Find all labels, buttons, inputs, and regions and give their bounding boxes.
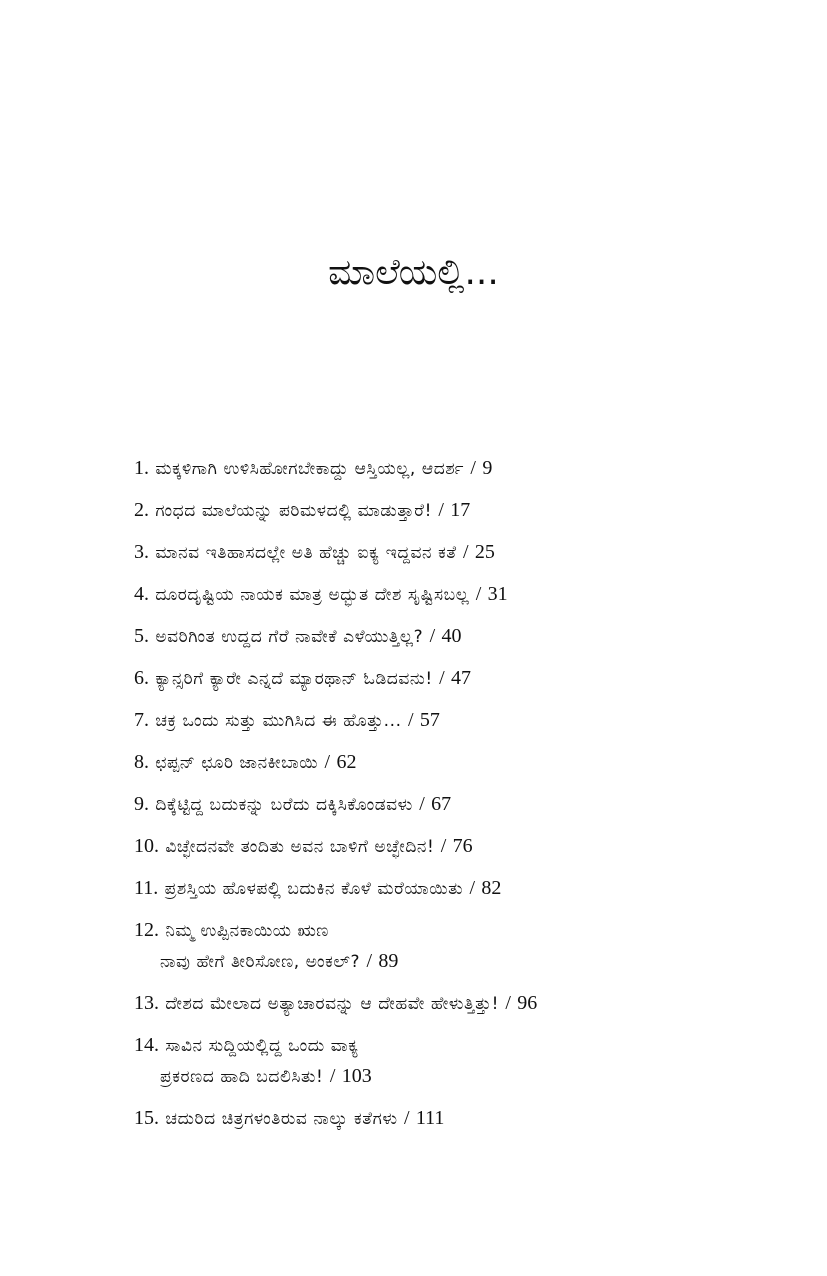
toc-entry-page-number: 89	[378, 950, 399, 972]
toc-entry	[134, 1102, 794, 1133]
toc-entry-page-number: 25	[474, 541, 495, 563]
toc-entry-line	[134, 987, 794, 1018]
toc-entry	[134, 494, 794, 525]
toc-entry-number: 12.	[134, 919, 159, 941]
page-separator: /	[469, 877, 476, 899]
toc-entry-title: ದೇಶದ ಮೇಲಾದ ಅತ್ಯಾಚಾರವನ್ನು ಆ ದೇಹವೇ ಹೇಳುತ್ತಿತ್ತು!	[165, 994, 499, 1014]
toc-entry-page-number: 57	[419, 709, 440, 731]
toc-entry-title: ಅವರಿಗಿಂತ ಉದ್ದದ ಗೆರೆ ನಾವೇಕೆ ಎಳೆಯುತ್ತಿಲ್ಲ?	[155, 627, 424, 647]
toc-entry	[134, 914, 794, 976]
toc-entry	[134, 788, 794, 819]
toc-entry-line	[134, 788, 794, 819]
toc-entry-number: 3.	[134, 541, 149, 563]
toc-entry	[134, 620, 794, 651]
toc-entry-title: ಮಾನವ ಇತಿಹಾಸದಲ್ಲೇ ಅತಿ ಹೆಚ್ಚು ಐಕ್ಯ ಇದ್ದವನ ಕತೆ	[155, 543, 457, 563]
toc-entry-line	[134, 536, 794, 567]
page-separator: /	[440, 835, 447, 857]
toc-entry-number: 5.	[134, 625, 149, 647]
toc-entry-number: 2.	[134, 499, 149, 521]
page-separator: /	[475, 583, 482, 605]
toc-entry-title: ಪ್ರಶಸ್ತಿಯ ಹೊಳಪಲ್ಲಿ ಬದುಕಿನ ಕೊಳೆ ಮರೆಯಾಯಿತು	[164, 879, 464, 899]
toc-entry-title: ನಾವು ಹೇಗೆ ತೀರಿಸೋಣ, ಅಂಕಲ್?	[160, 952, 361, 972]
toc-entry-title: ದೂರದೃಷ್ಟಿಯ ನಾಯಕ ಮಾತ್ರ ಅದ್ಭುತ ದೇಶ ಸೃಷ್ಟಿಸಬಲ್ಲ	[155, 585, 470, 605]
toc-entry	[134, 872, 794, 903]
toc-entry	[134, 704, 794, 735]
page-separator: /	[366, 950, 372, 972]
page-separator: /	[429, 625, 436, 647]
toc-entry-line	[134, 830, 794, 861]
toc-entry-line	[134, 704, 794, 735]
toc-entry-title: ಚದುರಿದ ಚಿತ್ರಗಳಂತಿರುವ ನಾಲ್ಕು ಕತೆಗಳು	[165, 1109, 398, 1129]
toc-entry-page-number: 76	[452, 835, 473, 857]
toc-entry-number: 6.	[134, 667, 149, 689]
toc-entry-title: ಮಕ್ಕಳಿಗಾಗಿ ಉಳಿಸಿಹೋಗಬೇಕಾದ್ದು ಆಸ್ತಿಯಲ್ಲ, ಆದರ್ಶ	[155, 459, 465, 479]
toc-entry-title: ಸಾವಿನ ಸುದ್ದಿಯಲ್ಲಿದ್ದ ಒಂದು ವಾಕ್ಯ	[165, 1036, 359, 1056]
toc-entry-line	[134, 494, 794, 525]
toc-entry	[134, 987, 794, 1018]
toc-entry	[134, 1029, 794, 1091]
toc-entry-line	[134, 872, 794, 903]
toc-entry-page-number: 111	[415, 1107, 445, 1129]
page-title: ಮಾಲೆಯಲ್ಲಿ...	[328, 252, 499, 293]
toc-entry	[134, 662, 794, 693]
toc-entry-number: 1.	[134, 457, 149, 479]
toc-entry-number: 13.	[134, 992, 159, 1014]
page-separator: /	[419, 793, 425, 815]
toc-entry-continuation	[134, 1060, 794, 1091]
toc-entry-page-number: 9	[482, 457, 493, 479]
toc-entry-page-number: 17	[450, 499, 471, 521]
toc-entry-line	[134, 1029, 794, 1060]
toc-entry-line	[134, 578, 794, 609]
toc-entry-page-number: 103	[341, 1065, 372, 1087]
toc-entry-line	[134, 620, 794, 651]
toc-entry	[134, 830, 794, 861]
toc-entry-title: ಕ್ಯಾನ್ಸರಿಗೆ ಕ್ಯಾರೇ ಎನ್ನದೆ ಮ್ಯಾರಥಾನ್ ಓಡಿದವನು!	[155, 669, 433, 689]
page-separator: /	[403, 1107, 410, 1129]
toc-entry-title: ಛಪ್ಪನ್ ಛೂರಿ ಜಾನಕೀಬಾಯಿ	[155, 753, 319, 773]
toc-entry-title: ದಿಕ್ಕೆಟ್ಟಿದ್ದ ಬದುಕನ್ನು ಬರೆದು ದಕ್ಕಿಸಿಕೊಂಡವಳು	[155, 795, 413, 815]
toc-entry-line	[134, 662, 794, 693]
toc-entry-number: 14.	[134, 1034, 159, 1056]
toc-entry-number: 7.	[134, 709, 149, 731]
toc-entry-line	[134, 746, 794, 777]
toc-entry-number: 11.	[134, 877, 159, 899]
table-of-contents	[134, 452, 794, 1144]
toc-entry-title: ನಿಮ್ಮ ಉಪ್ಪಿನಕಾಯಿಯ ಋಣ	[165, 921, 329, 941]
toc-entry-page-number: 82	[481, 877, 502, 899]
toc-entry-number: 10.	[134, 835, 159, 857]
toc-entry-page-number: 67	[431, 793, 452, 815]
toc-entry-title: ವಿಚ್ಛೇದನವೇ ತಂದಿತು ಅವನ ಬಾಳಿಗೆ ಅಚ್ಛೇದಿನ!	[165, 837, 435, 857]
page-separator: /	[439, 667, 445, 689]
toc-entry-title: ಪ್ರಕರಣದ ಹಾದಿ ಬದಲಿಸಿತು!	[160, 1067, 324, 1087]
page-separator: /	[324, 751, 331, 773]
toc-entry-page-number: 47	[451, 667, 472, 689]
toc-entry-number: 15.	[134, 1107, 159, 1129]
page-separator: /	[470, 457, 476, 479]
toc-entry	[134, 578, 794, 609]
toc-entry-number: 9.	[134, 793, 149, 815]
page-separator: /	[438, 499, 444, 521]
toc-entry-page-number: 40	[441, 625, 462, 647]
page-separator: /	[407, 709, 414, 731]
toc-entry	[134, 452, 794, 483]
toc-entry-number: 8.	[134, 751, 149, 773]
toc-entry	[134, 536, 794, 567]
page-separator: /	[463, 541, 469, 563]
toc-entry-title: ಚಕ್ರ ಒಂದು ಸುತ್ತು ಮುಗಿಸಿದ ಈ ಹೊತ್ತು...	[155, 711, 402, 731]
page-separator: /	[505, 992, 511, 1014]
toc-entry-page-number: 62	[336, 751, 357, 773]
toc-entry-line	[134, 914, 794, 945]
toc-entry-line	[134, 1102, 794, 1133]
toc-entry-number: 4.	[134, 583, 149, 605]
toc-entry-page-number: 96	[517, 992, 538, 1014]
page-separator: /	[329, 1065, 336, 1087]
toc-entry-continuation	[134, 945, 794, 976]
toc-entry-title: ಗಂಧದ ಮಾಲೆಯನ್ನು ಪರಿಮಳದಲ್ಲಿ ಮಾಡುತ್ತಾರೆ!	[155, 501, 432, 521]
toc-entry	[134, 746, 794, 777]
toc-entry-page-number: 31	[487, 583, 508, 605]
toc-entry-line	[134, 452, 794, 483]
